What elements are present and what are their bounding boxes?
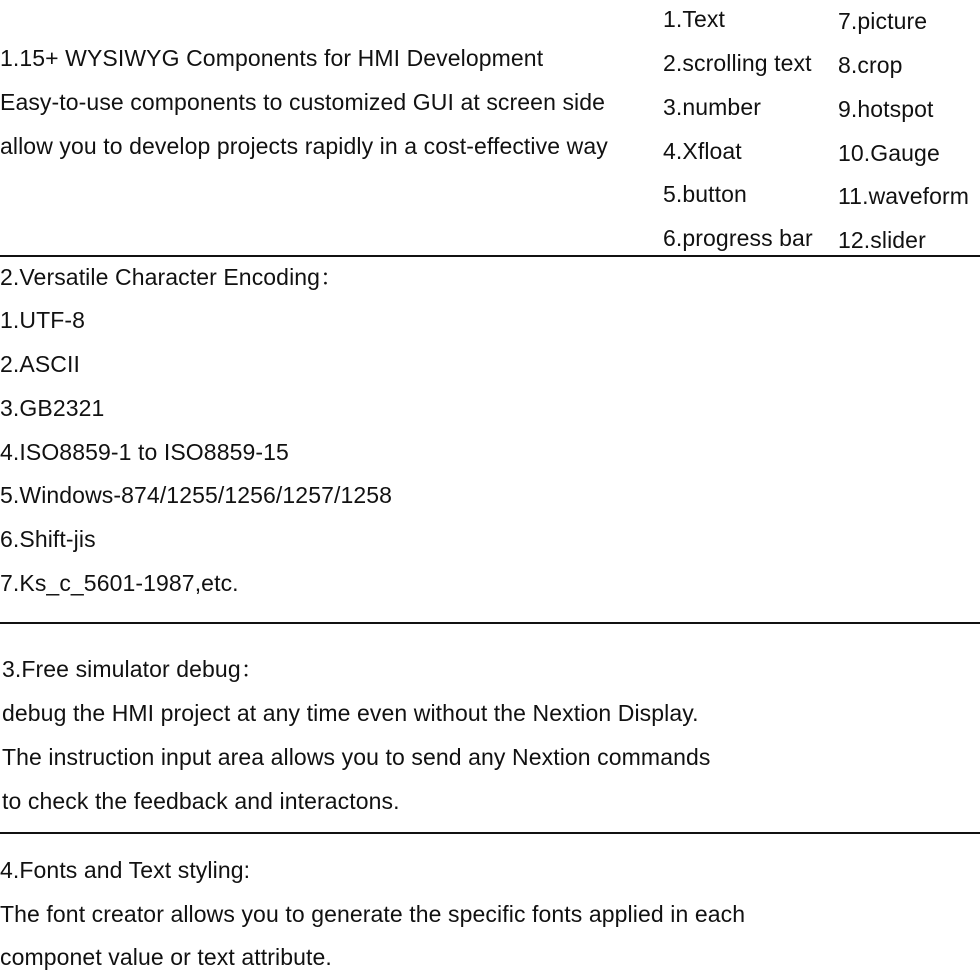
section1-description-line: allow you to develop projects rapidly in a cost-effective way — [0, 133, 608, 159]
component-item: 4.Xfloat — [663, 138, 742, 164]
component-item: 6.progress bar — [663, 225, 813, 251]
section2-heading: 2.Versatile Character Encoding： — [0, 264, 344, 290]
encoding-item: 1.UTF-8 — [0, 307, 86, 333]
section3-text-line: The instruction input area allows you to send any Nextion commands — [2, 744, 711, 770]
section1-title: 1.15+ WYSIWYG Components for HMI Development — [0, 45, 544, 71]
section-divider — [0, 832, 980, 834]
component-item: 12.slider — [838, 227, 926, 253]
component-item: 5.button — [663, 181, 747, 207]
section4-text-line: componet value or text attribute. — [0, 944, 332, 970]
section1-description-line: Easy-to-use components to customized GUI at screen side — [0, 89, 606, 115]
component-item: 3.number — [663, 94, 761, 120]
component-item: 2.scrolling text — [663, 50, 812, 76]
section-divider — [0, 255, 980, 257]
encoding-item: 2.ASCII — [0, 351, 80, 377]
component-item: 1.Text — [663, 6, 725, 32]
encoding-item: 7.Ks_c_5601-1987,etc. — [0, 570, 239, 596]
section4-text-line: The font creator allows you to generate the specific fonts applied in each — [0, 901, 746, 927]
section-divider — [0, 622, 980, 624]
encoding-item: 4.ISO8859-1 to ISO8859-15 — [0, 439, 289, 465]
section3-text-line: to check the feedback and interactons. — [2, 788, 400, 814]
encoding-item: 6.Shift-jis — [0, 526, 96, 552]
encoding-item: 3.GB2321 — [0, 395, 105, 421]
component-item: 11.waveform — [838, 183, 970, 209]
encoding-item: 5.Windows-874/1255/1256/1257/1258 — [0, 482, 393, 508]
component-item: 10.Gauge — [838, 140, 940, 166]
component-item: 7.picture — [838, 8, 928, 34]
section4-heading: 4.Fonts and Text styling: — [0, 857, 251, 883]
component-item: 8.crop — [838, 52, 903, 78]
component-item: 9.hotspot — [838, 96, 934, 122]
section3-heading: 3.Free simulator debug： — [2, 656, 264, 682]
section3-text-line: debug the HMI project at any time even without the Nextion Display. — [2, 700, 699, 726]
